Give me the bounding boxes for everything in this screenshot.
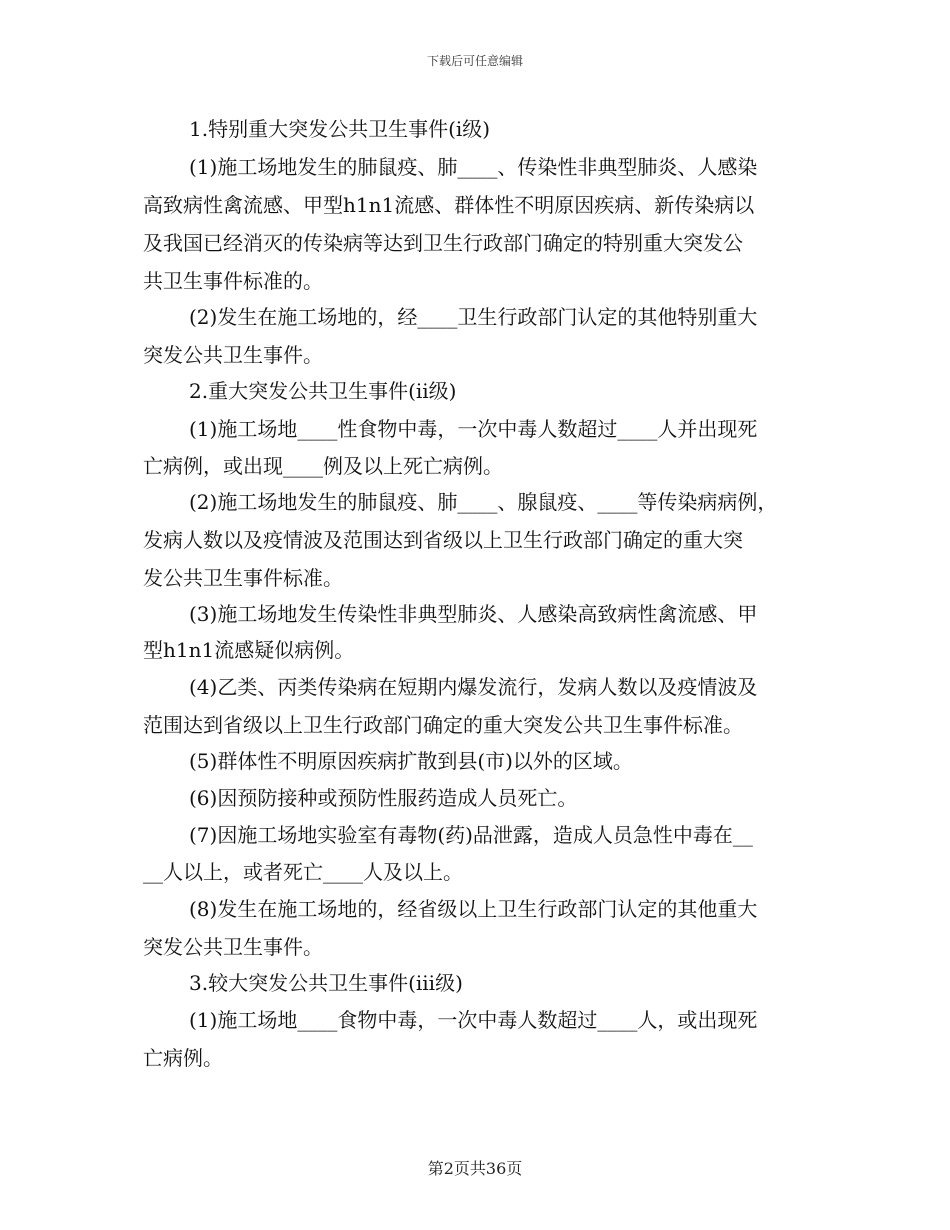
paragraph-line: (1)施工场地____性食物中毒，一次中毒人数超过____人并出现死 xyxy=(189,417,758,441)
paragraph-line: (1)施工场地____食物中毒，一次中毒人数超过____人，或出现死 xyxy=(189,1008,758,1032)
paragraph-line: 范围达到省级以上卫生行政部门确定的重大突发公共卫生事件标准。 xyxy=(143,713,743,737)
paragraph-line: (5)群体性不明原因疾病扩散到县(市)以外的区域。 xyxy=(189,749,633,773)
paragraph-line: 共卫生事件标准的。 xyxy=(143,269,323,293)
section-heading-1: 1.特别重大突发公共卫生事件(i级) xyxy=(189,117,491,141)
paragraph-line: 发病人数以及疫情波及范围达到省级以上卫生行政部门确定的重大突 xyxy=(143,528,743,552)
paragraph-line: (6)因预防接种或预防性服药造成人员死亡。 xyxy=(189,786,578,810)
section-heading-3: 3.较大突发公共卫生事件(iii级) xyxy=(189,971,463,995)
paragraph-line: (2)发生在施工场地的，经____卫生行政部门认定的其他特别重大 xyxy=(189,305,758,329)
paragraph-line: (7)因施工场地实验室有毒物(药)品泄露，造成人员急性中毒在__ xyxy=(189,823,753,847)
paragraph-line: 型h1n1流感疑似病例。 xyxy=(143,638,355,662)
paragraph-line: 突发公共卫生事件。 xyxy=(143,935,323,959)
paragraph-line: 发公共卫生事件标准。 xyxy=(143,566,343,590)
paragraph-line: (3)施工场地发生传染性非典型肺炎、人感染高致病性禽流感、甲 xyxy=(189,602,758,626)
paragraph-line: 高致病性禽流感、甲型h1n1流感、群体性不明原因疾病、新传染病以 xyxy=(143,193,755,217)
paragraph-line: (2)施工场地发生的肺鼠疫、肺____、腺鼠疫、____等传染病病例， xyxy=(189,490,778,514)
section-heading-2: 2.重大突发公共卫生事件(ii级) xyxy=(189,379,457,403)
paragraph-line: __人以上，或者死亡____人及以上。 xyxy=(143,860,463,884)
paragraph-line: 亡病例，或出现____例及以上死亡病例。 xyxy=(143,454,503,478)
paragraph-line: (8)发生在施工场地的，经省级以上卫生行政部门认定的其他重大 xyxy=(189,897,758,921)
page-footer: 第2页共36页 xyxy=(427,1159,523,1178)
paragraph-line: (4)乙类、丙类传染病在短期内爆发流行，发病人数以及疫情波及 xyxy=(189,675,758,699)
paragraph-line: (1)施工场地发生的肺鼠疫、肺____、传染性非典型肺炎、人感染 xyxy=(189,155,758,179)
paragraph-line: 突发公共卫生事件。 xyxy=(143,343,323,367)
page-header: 下载后可任意编辑 xyxy=(426,54,523,68)
paragraph-line: 及我国已经消灭的传染病等达到卫生行政部门确定的特别重大突发公 xyxy=(143,231,743,255)
paragraph-line: 亡病例。 xyxy=(143,1046,223,1070)
